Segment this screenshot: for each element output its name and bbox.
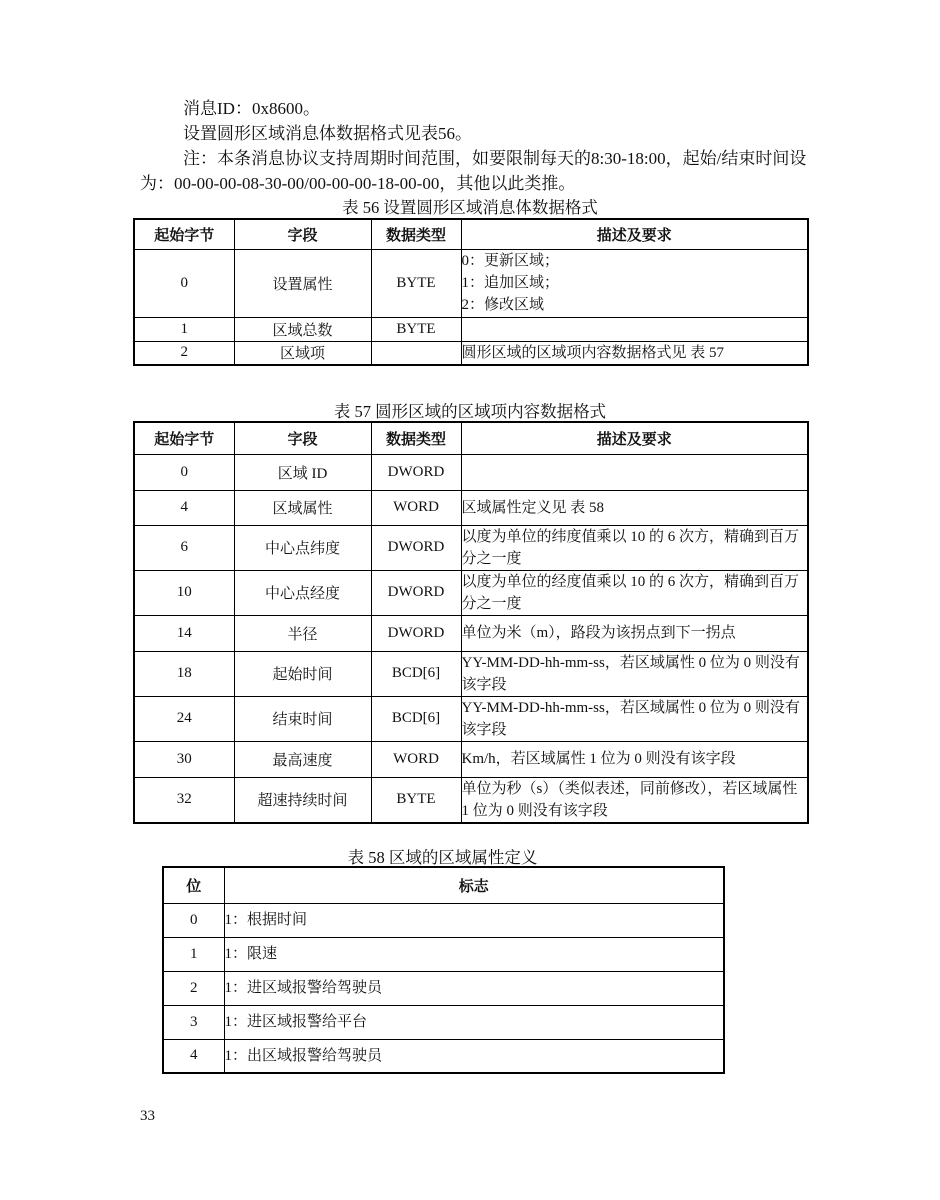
table57-cell-type: WORD (371, 490, 461, 525)
table57-cell-type: BCD[6] (371, 696, 461, 741)
table57-cell-start: 10 (134, 570, 234, 615)
table56-caption: 表 56 设置圆形区域消息体数据格式 (342, 198, 598, 217)
table56-header-field: 字段 (234, 219, 371, 249)
table58-cell-bit: 0 (163, 903, 224, 937)
table58-header-bit: 位 (163, 867, 224, 903)
table57-cell-field: 最高速度 (234, 741, 371, 777)
table57-cell-field: 起始时间 (234, 651, 371, 696)
table58-cell-bit: 2 (163, 971, 224, 1005)
table57-cell-start: 18 (134, 651, 234, 696)
desc-option-1: 1：追加区域； (461, 275, 560, 291)
table57-cell-field: 区域 ID (234, 454, 371, 490)
table56-header-description: 描述及要求 (461, 219, 808, 249)
table57-cell-desc: YY-MM-DD-hh-mm-ss，若区域属性 0 位为 0 则没有该字段 (461, 651, 808, 696)
table56-cell-desc (461, 249, 808, 317)
table57-cell-desc: 区域属性定义见 表 58 (461, 490, 808, 525)
desc-option-2: 2：修改区域 (461, 297, 545, 313)
table56-cell-start: 0 (134, 249, 234, 317)
page-number: 33 (140, 1108, 155, 1124)
table57-cell-desc: Km/h，若区域属性 1 位为 0 则没有该字段 (461, 741, 808, 777)
table56-header-data-type: 数据类型 (371, 219, 461, 249)
intro-text (140, 96, 808, 196)
table57 (133, 421, 809, 824)
table56-cell-field: 区域总数 (234, 317, 371, 341)
table-row (134, 741, 808, 777)
table56-cell-type: BYTE (371, 317, 461, 341)
table57-cell-field: 超速持续时间 (234, 777, 371, 823)
table57-cell-desc: YY-MM-DD-hh-mm-ss，若区域属性 0 位为 0 则没有该字段 (461, 696, 808, 741)
table56-cell-field: 区域项 (234, 341, 371, 365)
table57-header-row (134, 422, 808, 454)
table58-cell-flag: 1：进区域报警给驾驶员 (224, 971, 724, 1005)
table58-cell-flag: 1：限速 (224, 937, 724, 971)
table58-header-flag: 标志 (224, 867, 724, 903)
table58-cell-bit: 3 (163, 1005, 224, 1039)
table57-header-data-type: 数据类型 (371, 422, 461, 454)
table57-cell-start: 6 (134, 525, 234, 570)
table57-cell-type: DWORD (371, 454, 461, 490)
table-row (134, 696, 808, 741)
table-row (134, 454, 808, 490)
table57-cell-type: DWORD (371, 525, 461, 570)
table-row (134, 490, 808, 525)
table-row (134, 570, 808, 615)
table-row (134, 651, 808, 696)
table-row (134, 341, 808, 365)
table56-header-row (134, 219, 808, 249)
table58-cell-flag: 1：出区域报警给驾驶员 (224, 1039, 724, 1073)
table58-cell-flag: 1：根据时间 (224, 903, 724, 937)
table58 (162, 866, 725, 1074)
table-row (163, 937, 724, 971)
table-row (134, 615, 808, 651)
intro-line-message-id: 消息ID：0x8600。 (183, 99, 320, 118)
table56-cell-desc: 圆形区域的区域项内容数据格式见 表 57 (461, 341, 808, 365)
table57-cell-type: DWORD (371, 570, 461, 615)
table-row (163, 903, 724, 937)
desc-option-0: 0：更新区域； (461, 253, 560, 269)
table57-cell-desc: 单位为秒（s）（类似表述，同前修改），若区域属性 1 位为 0 则没有该字段 (461, 777, 808, 823)
intro-line-format-ref: 设置圆形区域消息体数据格式见表56。 (183, 124, 472, 143)
table-row (163, 971, 724, 1005)
table57-cell-start: 14 (134, 615, 234, 651)
table56-cell-start: 2 (134, 341, 234, 365)
table-row (134, 249, 808, 317)
table56-cell-type (371, 341, 461, 365)
table57-cell-field: 中心点纬度 (234, 525, 371, 570)
table57-cell-desc (461, 454, 808, 490)
table56 (133, 218, 809, 366)
table57-cell-field: 结束时间 (234, 696, 371, 741)
table57-header-description: 描述及要求 (461, 422, 808, 454)
table-row (163, 1039, 724, 1073)
table-row (134, 317, 808, 341)
table57-header-field: 字段 (234, 422, 371, 454)
table57-cell-field: 区域属性 (234, 490, 371, 525)
table57-cell-type: DWORD (371, 615, 461, 651)
table57-cell-start: 4 (134, 490, 234, 525)
table-row (134, 525, 808, 570)
table58-header-row (163, 867, 724, 903)
table56-cell-field: 设置属性 (234, 249, 371, 317)
table57-cell-start: 32 (134, 777, 234, 823)
table57-cell-desc: 以度为单位的纬度值乘以 10 的 6 次方，精确到百万分之一度 (461, 525, 808, 570)
table56-cell-type: BYTE (371, 249, 461, 317)
table58-cell-bit: 4 (163, 1039, 224, 1073)
table57-header-start-byte: 起始字节 (134, 422, 234, 454)
intro-line-note-2: 为：00-00-00-08-30-00/00-00-00-18-00-00，其他以此类推。 (140, 174, 576, 193)
table57-cell-field: 中心点经度 (234, 570, 371, 615)
table-row (134, 777, 808, 823)
table57-cell-type: WORD (371, 741, 461, 777)
table57-caption: 表 57 圆形区域的区域项内容数据格式 (333, 402, 607, 421)
table58-cell-bit: 1 (163, 937, 224, 971)
table57-cell-desc: 单位为米（m），路段为该拐点到下一拐点 (461, 615, 808, 651)
table56-cell-desc (461, 317, 808, 341)
table57-cell-desc: 以度为单位的经度值乘以 10 的 6 次方，精确到百万分之一度 (461, 570, 808, 615)
table57-cell-field: 半径 (234, 615, 371, 651)
table57-cell-start: 30 (134, 741, 234, 777)
table58-cell-flag: 1：进区域报警给平台 (224, 1005, 724, 1039)
table58-caption: 表 58 区域的区域属性定义 (347, 848, 538, 867)
table56-cell-start: 1 (134, 317, 234, 341)
intro-line-note-1: 注：本条消息协议支持周期时间范围，如要限制每天的8:30-18:00，起始/结束时间设 (183, 149, 807, 168)
table57-cell-start: 24 (134, 696, 234, 741)
table-row (163, 1005, 724, 1039)
table56-header-start-byte: 起始字节 (134, 219, 234, 249)
table57-cell-start: 0 (134, 454, 234, 490)
table57-cell-type: BYTE (371, 777, 461, 823)
table57-cell-type: BCD[6] (371, 651, 461, 696)
